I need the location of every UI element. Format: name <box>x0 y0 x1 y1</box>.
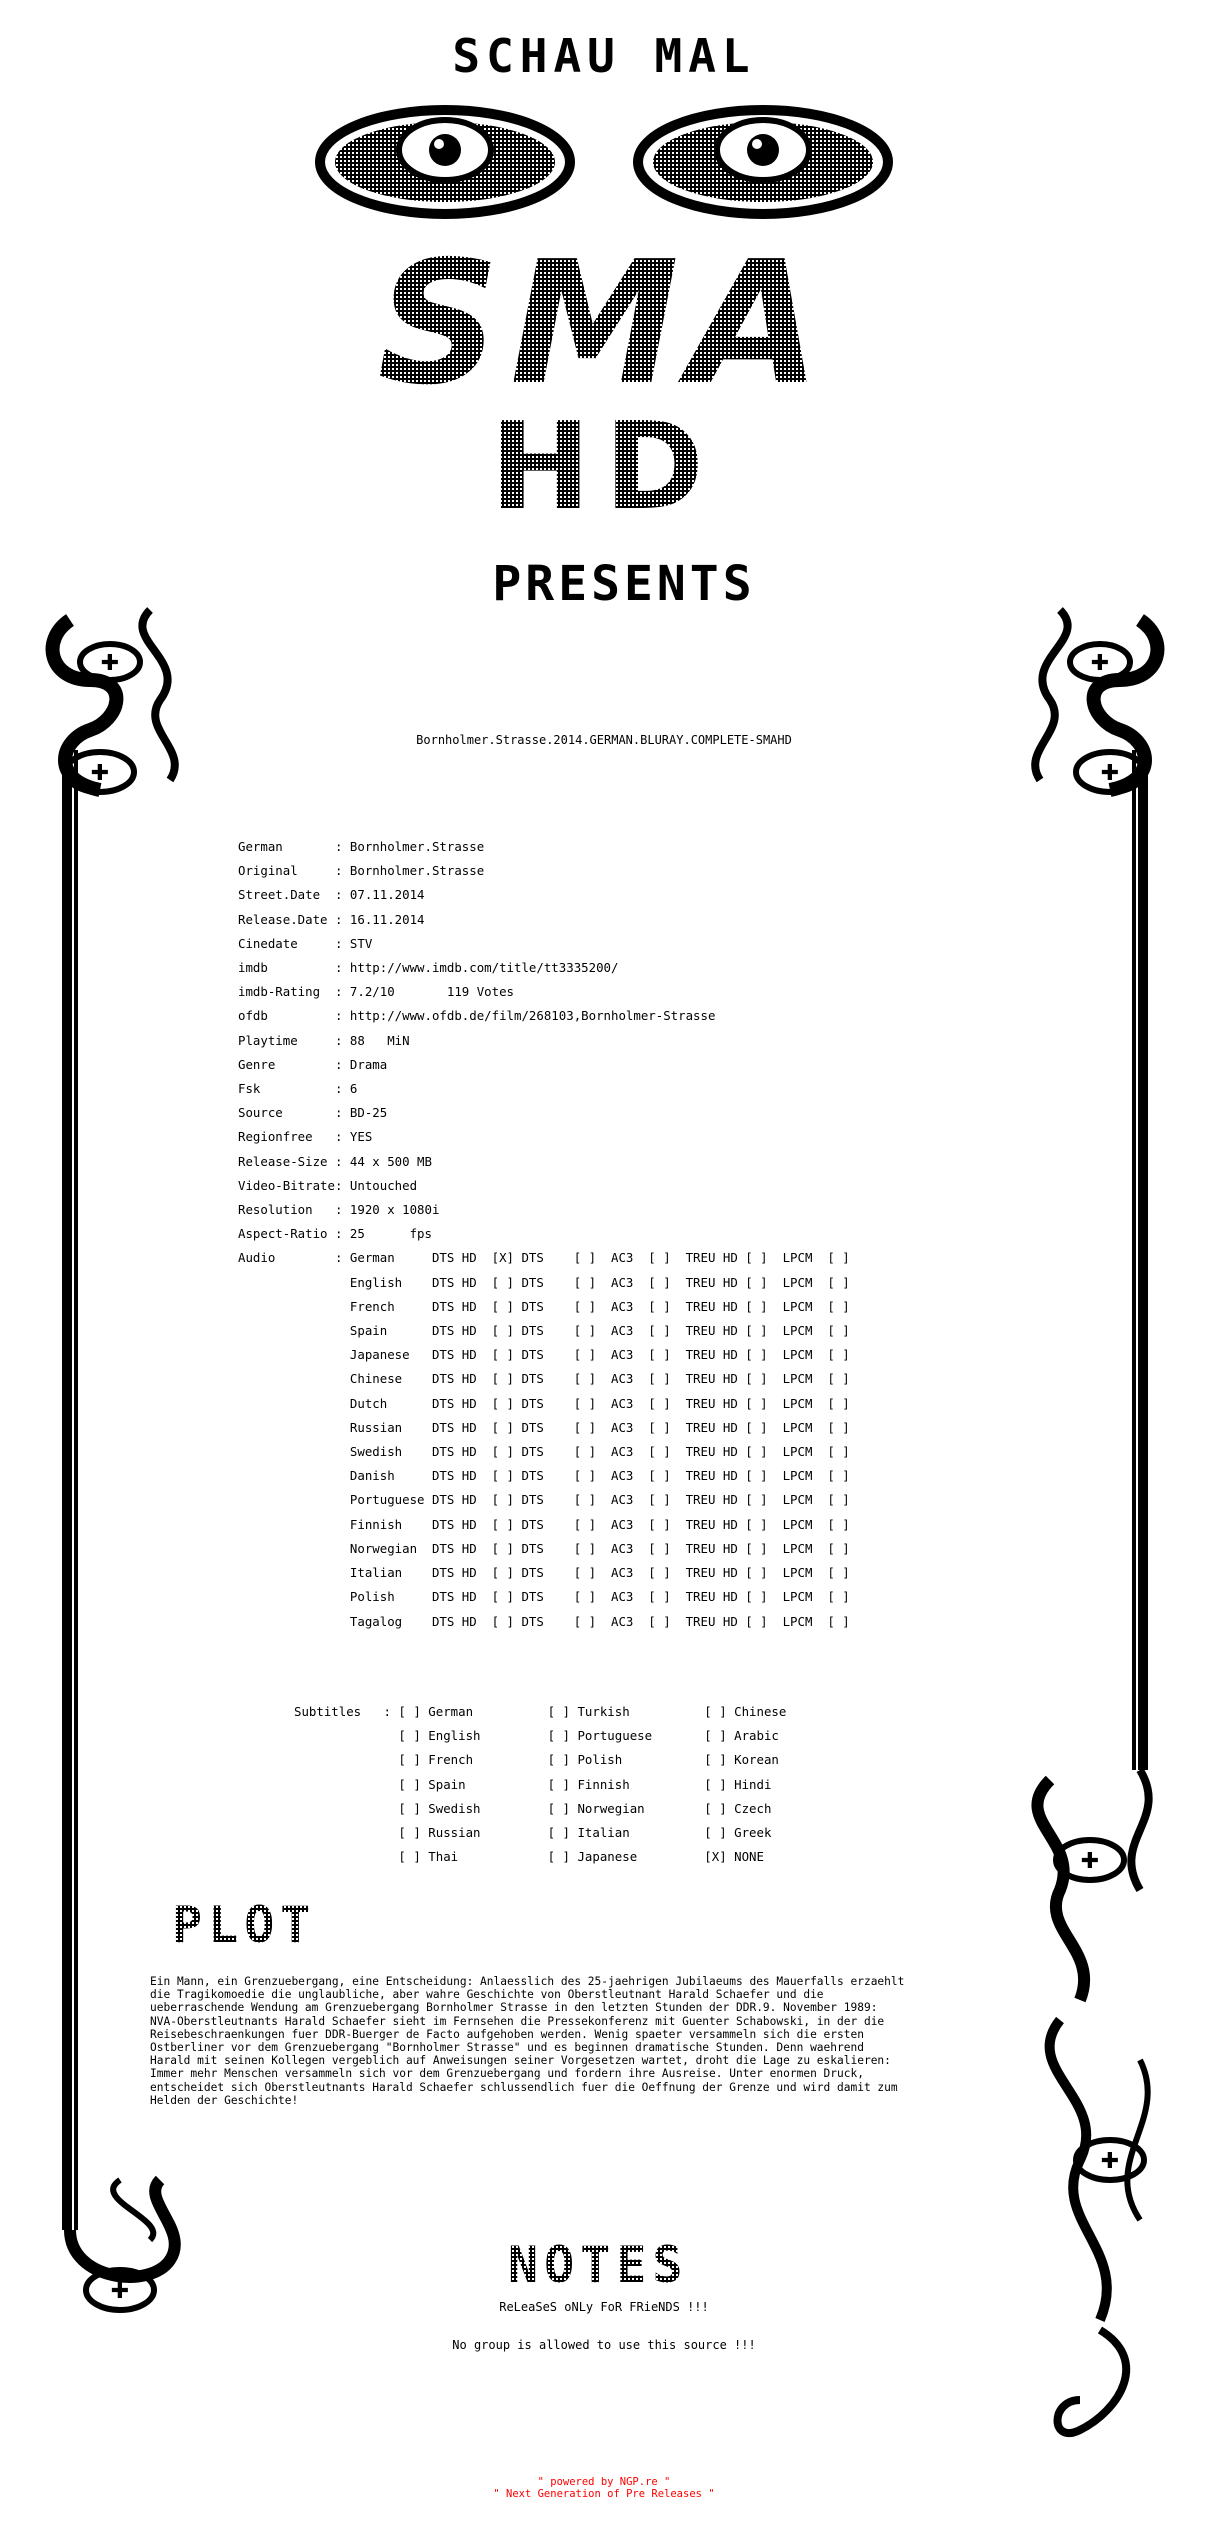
logo-hd: HD <box>489 398 719 537</box>
subtitle-line: [ ] English [ ] Portuguese [ ] Arabic <box>294 1728 779 1744</box>
eyes-logo <box>320 110 888 214</box>
info-line: Italian DTS HD [ ] DTS [ ] AC3 [ ] TREU HD [ ] LPCM [ ] <box>238 1565 850 1581</box>
svg-text:✚: ✚ <box>100 651 120 676</box>
info-line: Portuguese DTS HD [ ] DTS [ ] AC3 [ ] TREU HD [ ] LPCM [ ] <box>238 1492 850 1508</box>
info-line: imdb : http://www.imdb.com/title/tt3335200/ <box>238 960 619 976</box>
info-line: Danish DTS HD [ ] DTS [ ] AC3 [ ] TREU HD [ ] LPCM [ ] <box>238 1468 850 1484</box>
subtitle-line: [ ] Swedish [ ] Norwegian [ ] Czech <box>294 1800 772 1816</box>
footer-tagline: " Next Generation of Pre Releases " <box>493 2488 715 2500</box>
plot-heading-text: PLOT <box>172 1896 317 1954</box>
subtitle-line: [ ] Spain [ ] Finnish [ ] Hindi <box>294 1776 772 1792</box>
info-line: Regionfree : YES <box>238 1129 373 1145</box>
info-line: Cinedate : STV <box>238 935 373 951</box>
info-line: Genre : Drama <box>238 1056 388 1072</box>
subtitle-line: [ ] Russian [ ] Italian [ ] Greek <box>294 1825 772 1841</box>
plot-text: Ein Mann, ein Grenzuebergang, eine Entscheidung: Anlaesslich des 25-jaehrigen Jubilaeums des Mauerfalls erzaehlt die Tragikomoedie die unglaubliche, aber wahre Geschichte von Oberstleutnant Harald Schaefer und die ueberraschende Wendung am Grenzuebergang Bornholmer Strasse in den letzten Stunden der DDR.9. November 1989: NVA-Oberstleutnants Harald Schaefer sieht im Fernsehen die Pressekonferenz mit Guenter Schabowski, in der die Reisebeschraenkungen fuer DDR-Buerger de Facto aufgehoben werden. Wenig spaeter versammeln sich die ersten Ostberliner vor dem Grenzuebergang "Bornholmer Strasse" und es beginnen dramatische Stunden. Denn waehrend Harald mit seinen Kollegen vergeblich auf Anweisungen seiner Vorgesetzen wartet, droht die Lage zu eskalieren: Immer mehr Menschen versammeln sich vor dem Grenzuebergang und fordern ihre Ausreise. Unter enormen Druck, entscheidet sich Oberstleutnants Harald Schaefer schlussendlich fuer die Oeffnung der Grenze und wird damit zum Helden der Geschichte! <box>150 1975 905 2107</box>
info-line: Source : BD-25 <box>238 1105 388 1121</box>
info-line: Tagalog DTS HD [ ] DTS [ ] AC3 [ ] TREU HD [ ] LPCM [ ] <box>238 1613 850 1629</box>
subtitle-line: Subtitles : [ ] German [ ] Turkish [ ] Chinese <box>294 1704 787 1719</box>
right-border-ornament <box>990 600 1208 2460</box>
svg-text:✚: ✚ <box>1100 761 1120 786</box>
info-line: Fsk : 6 <box>238 1081 358 1097</box>
info-line: Video-Bitrate: Untouched <box>238 1177 418 1193</box>
plot-heading <box>172 1890 372 1960</box>
svg-text:✚: ✚ <box>1100 2149 1120 2174</box>
info-line: English DTS HD [ ] DTS [ ] AC3 [ ] TREU HD [ ] LPCM [ ] <box>238 1274 850 1290</box>
notes-line-friends: ReLeaSeS oNLy FoR FRieNDS !!! <box>499 2300 709 2314</box>
svg-text:✚: ✚ <box>110 2279 130 2304</box>
release-info-block <box>238 835 850 1634</box>
info-line: Spain DTS HD [ ] DTS [ ] AC3 [ ] TREU HD [ ] LPCM [ ] <box>238 1323 850 1339</box>
info-line: Norwegian DTS HD [ ] DTS [ ] AC3 [ ] TREU HD [ ] LPCM [ ] <box>238 1540 850 1556</box>
info-line: Chinese DTS HD [ ] DTS [ ] AC3 [ ] TREU HD [ ] LPCM [ ] <box>238 1371 850 1387</box>
presents-title: PRESENTS <box>492 556 756 612</box>
subtitle-line: [ ] French [ ] Polish [ ] Korean <box>294 1752 779 1768</box>
notes-heading-text: NOTES <box>508 2236 689 2294</box>
info-line: Release.Date : 16.11.2014 <box>238 911 425 927</box>
info-line: Finnish DTS HD [ ] DTS [ ] AC3 [ ] TREU HD [ ] LPCM [ ] <box>238 1516 850 1532</box>
subtitle-line: [ ] Thai [ ] Japanese [X] NONE <box>294 1849 764 1865</box>
group-name: SCHAU MAL <box>452 29 756 83</box>
info-line: ofdb : http://www.ofdb.de/film/268103,Bornholmer-Strasse <box>238 1008 716 1024</box>
info-line: Polish DTS HD [ ] DTS [ ] AC3 [ ] TREU HD [ ] LPCM [ ] <box>238 1589 850 1605</box>
logo-sma: SMA <box>377 225 831 423</box>
header-art <box>0 0 1208 620</box>
info-line: Aspect-Ratio : 25 fps <box>238 1226 432 1242</box>
notes-heading <box>508 2230 738 2300</box>
info-line: Street.Date : 07.11.2014 <box>238 887 425 903</box>
info-line: Original : Bornholmer.Strasse <box>238 863 485 879</box>
info-line: Playtime : 88 MiN <box>238 1032 410 1048</box>
footer-powered-by: " powered by NGP.re " <box>537 2476 671 2488</box>
info-line: German : Bornholmer.Strasse <box>238 839 485 854</box>
info-line: French DTS HD [ ] DTS [ ] AC3 [ ] TREU HD [ ] LPCM [ ] <box>238 1298 850 1314</box>
svg-text:✚: ✚ <box>1090 651 1110 676</box>
notes-line-no-group: No group is allowed to use this source !!! <box>452 2338 756 2352</box>
info-line: Japanese DTS HD [ ] DTS [ ] AC3 [ ] TREU HD [ ] LPCM [ ] <box>238 1347 850 1363</box>
release-name: Bornholmer.Strasse.2014.GERMAN.BLURAY.COMPLETE-SMAHD <box>416 733 792 747</box>
info-line: Russian DTS HD [ ] DTS [ ] AC3 [ ] TREU HD [ ] LPCM [ ] <box>238 1419 850 1435</box>
info-line: Audio : German DTS HD [X] DTS [ ] AC3 [ ] TREU HD [ ] LPCM [ ] <box>238 1250 850 1266</box>
info-line: Dutch DTS HD [ ] DTS [ ] AC3 [ ] TREU HD [ ] LPCM [ ] <box>238 1395 850 1411</box>
svg-text:✚: ✚ <box>90 761 110 786</box>
subtitles-block <box>294 1700 786 1869</box>
info-line: Swedish DTS HD [ ] DTS [ ] AC3 [ ] TREU HD [ ] LPCM [ ] <box>238 1444 850 1460</box>
footer <box>0 2476 1208 2500</box>
info-line: imdb-Rating : 7.2/10 119 Votes <box>238 984 515 1000</box>
svg-text:✚: ✚ <box>1080 1849 1100 1874</box>
info-line: Release-Size : 44 x 500 MB <box>238 1153 432 1169</box>
info-line: Resolution : 1920 x 1080i <box>238 1202 440 1218</box>
